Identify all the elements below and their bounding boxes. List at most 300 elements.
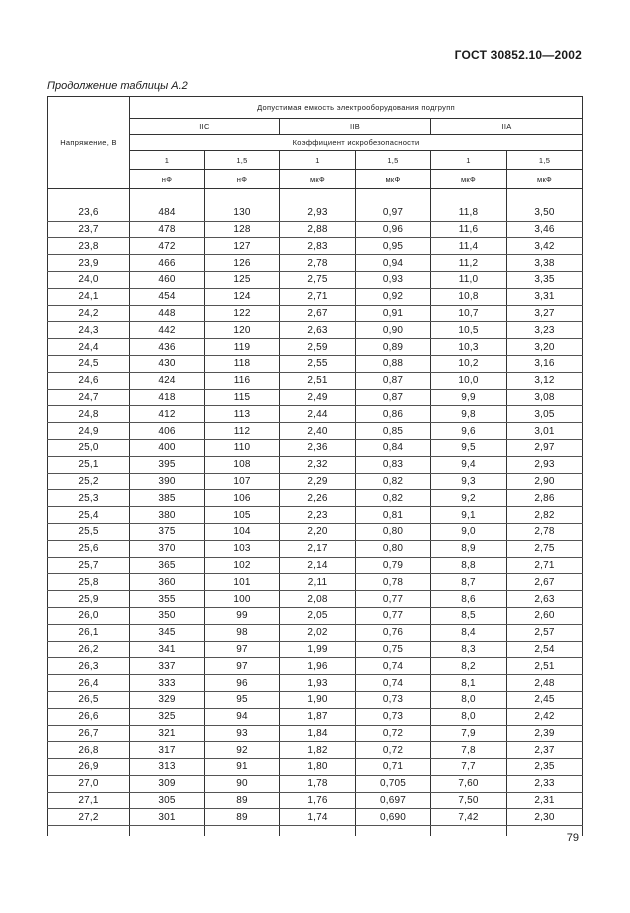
capacity-cell: 0,76 bbox=[356, 624, 431, 641]
voltage-cell: 27,1 bbox=[48, 792, 130, 809]
capacity-cell: 90 bbox=[205, 775, 280, 792]
capacity-cell: 2,75 bbox=[507, 540, 583, 557]
voltage-cell: 25,9 bbox=[48, 591, 130, 608]
table-row bbox=[48, 540, 583, 557]
capacity-cell: 2,63 bbox=[280, 322, 356, 339]
capacity-cell: 424 bbox=[130, 372, 205, 389]
capacity-cell: 103 bbox=[205, 540, 280, 557]
voltage-cell: 24,0 bbox=[48, 271, 130, 288]
table-tail bbox=[48, 826, 583, 837]
capacity-cell: 2,42 bbox=[507, 708, 583, 725]
voltage-cell: 26,9 bbox=[48, 759, 130, 776]
capacity-cell: 2,32 bbox=[280, 456, 356, 473]
capacity-cell: 124 bbox=[205, 288, 280, 305]
capacity-cell: 113 bbox=[205, 406, 280, 423]
capacity-cell: 91 bbox=[205, 759, 280, 776]
capacity-cell: 2,67 bbox=[507, 574, 583, 591]
capacity-cell: 3,08 bbox=[507, 389, 583, 406]
capacity-cell: 1,82 bbox=[280, 742, 356, 759]
capacity-cell: 1,99 bbox=[280, 641, 356, 658]
voltage-cell: 24,7 bbox=[48, 389, 130, 406]
voltage-cell: 26,7 bbox=[48, 725, 130, 742]
voltage-cell: 24,1 bbox=[48, 288, 130, 305]
capacity-cell: 2,78 bbox=[280, 255, 356, 272]
voltage-cell: 26,8 bbox=[48, 742, 130, 759]
capacity-cell: 7,50 bbox=[431, 792, 507, 809]
capacity-cell: 9,1 bbox=[431, 507, 507, 524]
capacity-cell: 3,23 bbox=[507, 322, 583, 339]
capacity-cell: 116 bbox=[205, 372, 280, 389]
capacity-cell: 380 bbox=[130, 507, 205, 524]
capacity-cell: 11,0 bbox=[431, 271, 507, 288]
capacity-cell: 106 bbox=[205, 490, 280, 507]
voltage-cell: 23,7 bbox=[48, 221, 130, 238]
factor-header: 1 bbox=[280, 151, 356, 170]
factor-header: 1 bbox=[431, 151, 507, 170]
capacity-cell: 2,78 bbox=[507, 523, 583, 540]
capacity-cell: 460 bbox=[130, 271, 205, 288]
capacity-cell: 104 bbox=[205, 523, 280, 540]
table-row bbox=[48, 305, 583, 322]
capacity-cell: 92 bbox=[205, 742, 280, 759]
capacity-cell: 2,23 bbox=[280, 507, 356, 524]
factor-header: 1,5 bbox=[205, 151, 280, 170]
table-row bbox=[48, 355, 583, 372]
capacity-cell: 7,7 bbox=[431, 759, 507, 776]
capacity-cell: 360 bbox=[130, 574, 205, 591]
voltage-cell: 26,4 bbox=[48, 675, 130, 692]
capacity-cell: 93 bbox=[205, 725, 280, 742]
capacity-cell: 2,39 bbox=[507, 725, 583, 742]
capacity-cell: 7,8 bbox=[431, 742, 507, 759]
capacity-cell: 0,82 bbox=[356, 473, 431, 490]
capacity-cell: 2,71 bbox=[280, 288, 356, 305]
capacity-cell: 110 bbox=[205, 439, 280, 456]
capacity-cell: 2,54 bbox=[507, 641, 583, 658]
table-row bbox=[48, 205, 583, 221]
capacity-cell: 2,51 bbox=[507, 658, 583, 675]
capacity-cell: 2,49 bbox=[280, 389, 356, 406]
capacity-cell: 0,77 bbox=[356, 607, 431, 624]
safety-factor-header: Коэффициент искробезопасности bbox=[130, 135, 583, 151]
capacity-cell: 325 bbox=[130, 708, 205, 725]
capacity-cell: 3,16 bbox=[507, 355, 583, 372]
capacity-cell: 0,72 bbox=[356, 725, 431, 742]
unit-header: мкФ bbox=[431, 170, 507, 189]
capacity-cell: 0,74 bbox=[356, 675, 431, 692]
voltage-cell: 27,0 bbox=[48, 775, 130, 792]
capacity-cell: 130 bbox=[205, 205, 280, 221]
capacity-cell: 8,4 bbox=[431, 624, 507, 641]
table-row bbox=[48, 792, 583, 809]
capacity-cell: 10,5 bbox=[431, 322, 507, 339]
capacity-cell: 3,50 bbox=[507, 205, 583, 221]
capacity-cell: 2,30 bbox=[507, 809, 583, 826]
capacity-cell: 2,48 bbox=[507, 675, 583, 692]
unit-header: мкФ bbox=[356, 170, 431, 189]
table-row bbox=[48, 389, 583, 406]
table-row bbox=[48, 406, 583, 423]
capacity-cell: 2,08 bbox=[280, 591, 356, 608]
capacity-cell: 1,87 bbox=[280, 708, 356, 725]
capacity-cell: 2,29 bbox=[280, 473, 356, 490]
voltage-cell: 25,2 bbox=[48, 473, 130, 490]
voltage-cell: 25,3 bbox=[48, 490, 130, 507]
capacity-cell: 105 bbox=[205, 507, 280, 524]
capacity-cell: 0,90 bbox=[356, 322, 431, 339]
capacity-cell: 472 bbox=[130, 238, 205, 255]
capacity-cell: 9,3 bbox=[431, 473, 507, 490]
capacity-cell: 2,14 bbox=[280, 557, 356, 574]
capacity-cell: 3,01 bbox=[507, 423, 583, 440]
capacity-cell: 390 bbox=[130, 473, 205, 490]
table-row bbox=[48, 691, 583, 708]
table-header bbox=[48, 97, 583, 189]
capacity-cell: 2,33 bbox=[507, 775, 583, 792]
voltage-cell: 23,9 bbox=[48, 255, 130, 272]
capacity-cell: 108 bbox=[205, 456, 280, 473]
capacity-cell: 10,3 bbox=[431, 339, 507, 356]
capacity-cell: 2,82 bbox=[507, 507, 583, 524]
capacity-cell: 107 bbox=[205, 473, 280, 490]
capacity-cell: 0,94 bbox=[356, 255, 431, 272]
capacity-cell: 2,51 bbox=[280, 372, 356, 389]
table-row bbox=[48, 607, 583, 624]
capacity-cell: 309 bbox=[130, 775, 205, 792]
table-row bbox=[48, 775, 583, 792]
capacity-cell: 321 bbox=[130, 725, 205, 742]
table-row bbox=[48, 624, 583, 641]
capacity-cell: 0,97 bbox=[356, 205, 431, 221]
capacity-cell: 0,74 bbox=[356, 658, 431, 675]
capacity-cell: 97 bbox=[205, 658, 280, 675]
capacity-cell: 0,88 bbox=[356, 355, 431, 372]
capacity-cell: 2,59 bbox=[280, 339, 356, 356]
voltage-cell: 25,0 bbox=[48, 439, 130, 456]
capacity-cell: 2,35 bbox=[507, 759, 583, 776]
voltage-cell: 25,5 bbox=[48, 523, 130, 540]
capacity-cell: 3,35 bbox=[507, 271, 583, 288]
capacity-cell: 412 bbox=[130, 406, 205, 423]
capacity-cell: 0,83 bbox=[356, 456, 431, 473]
capacity-cell: 89 bbox=[205, 809, 280, 826]
capacity-cell: 2,20 bbox=[280, 523, 356, 540]
table-row bbox=[48, 675, 583, 692]
capacity-cell: 3,31 bbox=[507, 288, 583, 305]
capacity-cell: 0,93 bbox=[356, 271, 431, 288]
capacity-cell: 0,81 bbox=[356, 507, 431, 524]
capacity-cell: 317 bbox=[130, 742, 205, 759]
capacity-cell: 365 bbox=[130, 557, 205, 574]
table-caption: Продолжение таблицы А.2 bbox=[47, 80, 188, 92]
table-row bbox=[48, 288, 583, 305]
capacity-cell: 3,27 bbox=[507, 305, 583, 322]
capacity-cell: 0,92 bbox=[356, 288, 431, 305]
capacity-cell: 10,0 bbox=[431, 372, 507, 389]
capacity-cell: 7,60 bbox=[431, 775, 507, 792]
voltage-column-header: Напряжение, В bbox=[48, 97, 130, 189]
capacity-cell: 96 bbox=[205, 675, 280, 692]
capacity-cell: 0,690 bbox=[356, 809, 431, 826]
capacity-cell: 120 bbox=[205, 322, 280, 339]
capacity-cell: 329 bbox=[130, 691, 205, 708]
capacity-cell: 0,87 bbox=[356, 372, 431, 389]
capacity-cell: 2,71 bbox=[507, 557, 583, 574]
capacity-cell: 9,5 bbox=[431, 439, 507, 456]
capacity-cell: 406 bbox=[130, 423, 205, 440]
capacity-cell: 350 bbox=[130, 607, 205, 624]
capacity-cell: 98 bbox=[205, 624, 280, 641]
table-row bbox=[48, 439, 583, 456]
empty-cell bbox=[48, 826, 130, 837]
capacity-cell: 313 bbox=[130, 759, 205, 776]
capacity-cell: 395 bbox=[130, 456, 205, 473]
capacity-cell: 3,46 bbox=[507, 221, 583, 238]
capacity-cell: 1,80 bbox=[280, 759, 356, 776]
capacity-cell: 1,76 bbox=[280, 792, 356, 809]
table-row bbox=[48, 339, 583, 356]
unit-header: нФ bbox=[205, 170, 280, 189]
capacity-cell: 9,4 bbox=[431, 456, 507, 473]
capacity-cell: 370 bbox=[130, 540, 205, 557]
capacity-cell: 2,93 bbox=[280, 205, 356, 221]
capacity-cell: 2,88 bbox=[280, 221, 356, 238]
capacity-cell: 9,0 bbox=[431, 523, 507, 540]
capacity-cell: 2,02 bbox=[280, 624, 356, 641]
capacity-cell: 128 bbox=[205, 221, 280, 238]
capacity-cell: 2,44 bbox=[280, 406, 356, 423]
capacity-cell: 11,6 bbox=[431, 221, 507, 238]
capacity-cell: 10,7 bbox=[431, 305, 507, 322]
unit-header: мкФ bbox=[280, 170, 356, 189]
capacity-cell: 9,9 bbox=[431, 389, 507, 406]
capacity-cell: 8,5 bbox=[431, 607, 507, 624]
table-row bbox=[48, 456, 583, 473]
empty-cell bbox=[356, 826, 431, 837]
group-header-iic: IIC bbox=[130, 119, 280, 135]
voltage-cell: 26,6 bbox=[48, 708, 130, 725]
table-row bbox=[48, 759, 583, 776]
capacity-cell: 1,90 bbox=[280, 691, 356, 708]
capacity-cell: 2,90 bbox=[507, 473, 583, 490]
capacity-cell: 0,87 bbox=[356, 389, 431, 406]
voltage-cell: 24,9 bbox=[48, 423, 130, 440]
capacity-cell: 8,6 bbox=[431, 591, 507, 608]
capacity-cell: 2,31 bbox=[507, 792, 583, 809]
factor-header: 1 bbox=[130, 151, 205, 170]
capacity-cell: 2,05 bbox=[280, 607, 356, 624]
capacity-cell: 11,4 bbox=[431, 238, 507, 255]
capacity-cell: 0,89 bbox=[356, 339, 431, 356]
capacity-cell: 97 bbox=[205, 641, 280, 658]
capacity-cell: 305 bbox=[130, 792, 205, 809]
voltage-cell: 25,4 bbox=[48, 507, 130, 524]
table-row bbox=[48, 271, 583, 288]
voltage-cell: 25,1 bbox=[48, 456, 130, 473]
capacity-cell: 9,8 bbox=[431, 406, 507, 423]
capacitance-table bbox=[47, 96, 583, 836]
capacity-cell: 466 bbox=[130, 255, 205, 272]
capacity-cell: 100 bbox=[205, 591, 280, 608]
capacity-cell: 341 bbox=[130, 641, 205, 658]
voltage-cell: 26,2 bbox=[48, 641, 130, 658]
capacity-cell: 345 bbox=[130, 624, 205, 641]
capacity-cell: 454 bbox=[130, 288, 205, 305]
capacity-cell: 99 bbox=[205, 607, 280, 624]
capacity-cell: 301 bbox=[130, 809, 205, 826]
capacity-cell: 8,1 bbox=[431, 675, 507, 692]
capacity-cell: 0,82 bbox=[356, 490, 431, 507]
capacity-cell: 442 bbox=[130, 322, 205, 339]
table-row bbox=[48, 742, 583, 759]
page-number: 79 bbox=[566, 832, 579, 844]
capacity-cell: 0,91 bbox=[356, 305, 431, 322]
capacity-cell: 0,71 bbox=[356, 759, 431, 776]
group-header-iib: IIB bbox=[280, 119, 431, 135]
capacity-cell: 94 bbox=[205, 708, 280, 725]
capacity-cell: 1,78 bbox=[280, 775, 356, 792]
capacity-cell: 126 bbox=[205, 255, 280, 272]
capacity-cell: 1,84 bbox=[280, 725, 356, 742]
factor-header: 1,5 bbox=[356, 151, 431, 170]
table-row bbox=[48, 809, 583, 826]
capacity-cell: 3,20 bbox=[507, 339, 583, 356]
capacity-cell: 2,26 bbox=[280, 490, 356, 507]
capacity-cell: 112 bbox=[205, 423, 280, 440]
capacity-cell: 478 bbox=[130, 221, 205, 238]
capacity-cell: 337 bbox=[130, 658, 205, 675]
capacity-cell: 333 bbox=[130, 675, 205, 692]
capacity-cell: 11,2 bbox=[431, 255, 507, 272]
capacity-cell: 1,93 bbox=[280, 675, 356, 692]
capacity-cell: 2,36 bbox=[280, 439, 356, 456]
capacity-cell: 89 bbox=[205, 792, 280, 809]
capacity-cell: 2,17 bbox=[280, 540, 356, 557]
empty-cell bbox=[280, 826, 356, 837]
capacity-cell: 448 bbox=[130, 305, 205, 322]
table-row bbox=[48, 725, 583, 742]
capacity-cell: 3,42 bbox=[507, 238, 583, 255]
capacity-cell: 10,8 bbox=[431, 288, 507, 305]
table-row bbox=[48, 221, 583, 238]
voltage-cell: 26,5 bbox=[48, 691, 130, 708]
capacity-cell: 2,93 bbox=[507, 456, 583, 473]
capacity-cell: 0,84 bbox=[356, 439, 431, 456]
voltage-cell: 23,8 bbox=[48, 238, 130, 255]
capacity-cell: 0,72 bbox=[356, 742, 431, 759]
voltage-cell: 23,6 bbox=[48, 205, 130, 221]
capacity-cell: 8,2 bbox=[431, 658, 507, 675]
table-row bbox=[48, 322, 583, 339]
capacity-cell: 0,96 bbox=[356, 221, 431, 238]
capacity-cell: 118 bbox=[205, 355, 280, 372]
capacity-cell: 3,12 bbox=[507, 372, 583, 389]
capacity-cell: 355 bbox=[130, 591, 205, 608]
capacity-cell: 3,05 bbox=[507, 406, 583, 423]
capacity-cell: 1,96 bbox=[280, 658, 356, 675]
capacity-cell: 102 bbox=[205, 557, 280, 574]
voltage-cell: 24,6 bbox=[48, 372, 130, 389]
voltage-cell: 24,5 bbox=[48, 355, 130, 372]
capacity-cell: 0,705 bbox=[356, 775, 431, 792]
table-row bbox=[48, 557, 583, 574]
capacity-cell: 11,8 bbox=[431, 205, 507, 221]
voltage-cell: 26,0 bbox=[48, 607, 130, 624]
capacity-cell: 0,78 bbox=[356, 574, 431, 591]
capacity-cell: 2,37 bbox=[507, 742, 583, 759]
table-row bbox=[48, 574, 583, 591]
capacity-cell: 0,73 bbox=[356, 708, 431, 725]
capacity-cell: 125 bbox=[205, 271, 280, 288]
empty-cell bbox=[431, 826, 507, 837]
voltage-cell: 25,6 bbox=[48, 540, 130, 557]
capacity-cell: 0,79 bbox=[356, 557, 431, 574]
voltage-cell: 24,8 bbox=[48, 406, 130, 423]
capacity-cell: 0,77 bbox=[356, 591, 431, 608]
capacity-cell: 2,86 bbox=[507, 490, 583, 507]
table-row bbox=[48, 507, 583, 524]
capacity-cell: 127 bbox=[205, 238, 280, 255]
capacity-cell: 2,75 bbox=[280, 271, 356, 288]
capacity-cell: 0,86 bbox=[356, 406, 431, 423]
capacity-cell: 2,60 bbox=[507, 607, 583, 624]
capacity-cell: 400 bbox=[130, 439, 205, 456]
unit-header: мкФ bbox=[507, 170, 583, 189]
capacity-cell: 0,85 bbox=[356, 423, 431, 440]
voltage-cell: 25,7 bbox=[48, 557, 130, 574]
capacity-cell: 2,63 bbox=[507, 591, 583, 608]
table-row bbox=[48, 708, 583, 725]
table-row bbox=[48, 641, 583, 658]
capacity-cell: 7,9 bbox=[431, 725, 507, 742]
voltage-cell: 25,8 bbox=[48, 574, 130, 591]
capacity-cell: 418 bbox=[130, 389, 205, 406]
empty-cell bbox=[205, 826, 280, 837]
capacity-cell: 115 bbox=[205, 389, 280, 406]
capacity-cell: 9,2 bbox=[431, 490, 507, 507]
table-row bbox=[48, 523, 583, 540]
capacity-cell: 1,74 bbox=[280, 809, 356, 826]
capacity-cell: 9,6 bbox=[431, 423, 507, 440]
capacity-cell: 95 bbox=[205, 691, 280, 708]
voltage-cell: 24,3 bbox=[48, 322, 130, 339]
capacity-cell: 8,7 bbox=[431, 574, 507, 591]
table-row bbox=[48, 490, 583, 507]
table-row bbox=[48, 658, 583, 675]
capacity-cell: 7,42 bbox=[431, 809, 507, 826]
capacity-cell: 119 bbox=[205, 339, 280, 356]
capacity-cell: 0,75 bbox=[356, 641, 431, 658]
capacity-cell: 0,80 bbox=[356, 540, 431, 557]
table-row bbox=[48, 255, 583, 272]
voltage-cell: 24,4 bbox=[48, 339, 130, 356]
capacity-cell: 375 bbox=[130, 523, 205, 540]
capacity-cell: 8,0 bbox=[431, 708, 507, 725]
capacity-cell: 436 bbox=[130, 339, 205, 356]
capacity-cell: 484 bbox=[130, 205, 205, 221]
capacity-cell: 2,55 bbox=[280, 355, 356, 372]
capacity-cell: 101 bbox=[205, 574, 280, 591]
capacity-cell: 2,97 bbox=[507, 439, 583, 456]
capacity-cell: 122 bbox=[205, 305, 280, 322]
capacity-cell: 8,9 bbox=[431, 540, 507, 557]
capacity-cell: 385 bbox=[130, 490, 205, 507]
table-row bbox=[48, 591, 583, 608]
capacity-cell: 0,697 bbox=[356, 792, 431, 809]
table-row bbox=[48, 423, 583, 440]
capacity-cell: 0,73 bbox=[356, 691, 431, 708]
capacity-cell: 10,2 bbox=[431, 355, 507, 372]
